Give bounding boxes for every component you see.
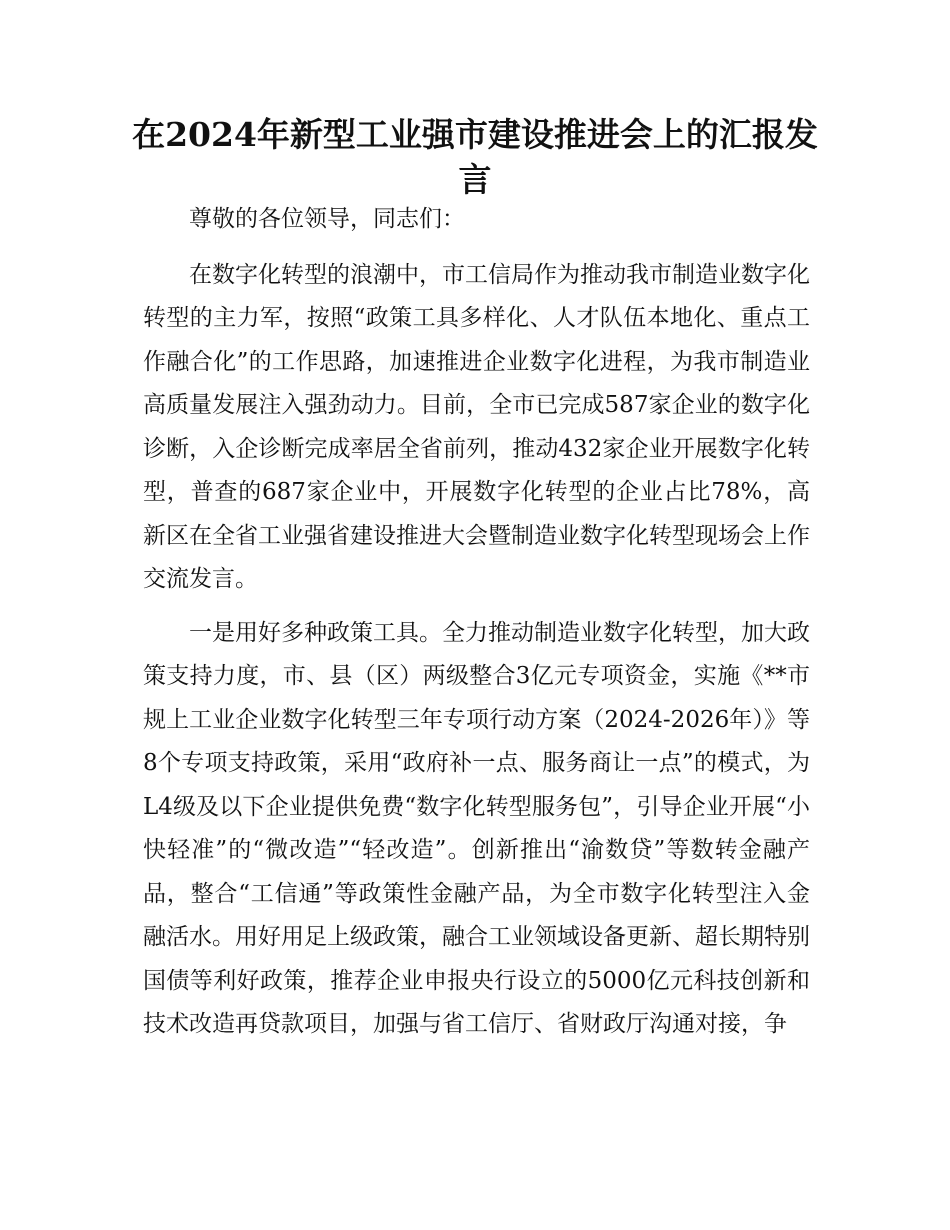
document-title: 在2024年新型工业强市建设推进会上的汇报发言 <box>132 115 818 199</box>
paragraph-intro: 在数字化转型的浪潮中，市工信局作为推动我市制造业数字化转型的主力军，按照“政策工具多样化、人才队伍本地化、重点工作融合化”的工作思路，加速推进企业数字化进程，为我市制造业高质量发展注入强劲动力。目前，全市已完成587家企业的数字化诊断，入企诊断完成率居全省前列，推动432家企业开展数字化转型，普查的687家企业中，开展数字化转型的企业占比78%，高新区在全省工业强省建设推进大会暨制造业数字化转型现场会上作交流发言。 <box>143 261 810 592</box>
salutation: 尊敬的各位领导，同志们： <box>189 206 465 232</box>
document-body <box>143 198 810 1057</box>
paragraph-policy-tools: 一是用好多种政策工具。全力推动制造业数字化转型，加大政策支持力度，市、县（区）两级整合3亿元专项资金，实施《**市规上工业企业数字化转型三年专项行动方案（2024-2026年）》等8个专项支持政策，采用“政府补一点、服务商让一点”的模式，为L4级及以下企业提供免费“数字化转型服务包”，引导企业开展“小快轻准”的“微改造”“轻改造”。创新推出“渝数贷”等数转金融产品，整合“工信通”等政策性金融产品，为全市数字化转型注入金融活水。用好用足上级政策，融合工业领域设备更新、超长期特别国债等利好政策，推荐企业申报央行设立的5000亿元科技创新和技术改造再贷款项目，加强与省工信厅、省财政厅沟通对接，争 <box>143 619 810 1037</box>
